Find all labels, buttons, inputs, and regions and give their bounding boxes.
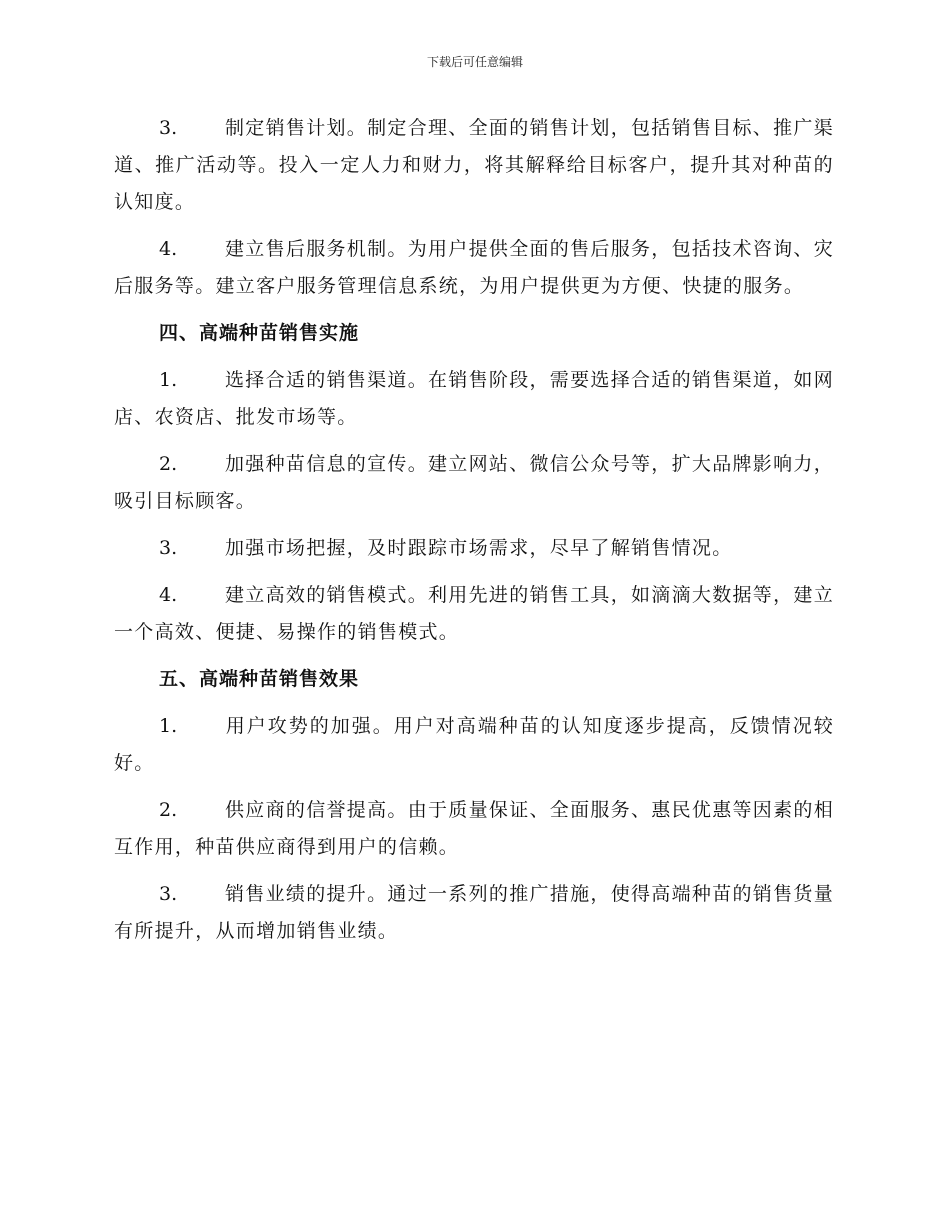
item-text: 建立售后服务机制。为用户提供全面的售后服务，包括技术咨询、灾后服务等。建立客户服务管理信息系统，为用户提供更为方便、快捷的服务。 bbox=[114, 238, 835, 297]
list-item bbox=[114, 577, 834, 651]
item-number: 4. bbox=[159, 238, 178, 260]
item-text: 加强种苗信息的宣传。建立网站、微信公众号等，扩大品牌影响力，吸引目标顾客。 bbox=[114, 453, 835, 512]
item-number: 1. bbox=[159, 715, 178, 737]
list-item bbox=[114, 876, 834, 950]
list-item bbox=[114, 446, 834, 520]
page-header: 下载后可任意编辑 bbox=[426, 55, 523, 69]
list-item bbox=[114, 530, 834, 567]
item-text: 供应商的信誉提高。由于质量保证、全面服务、惠民优惠等因素的相互作用，种苗供应商得到用户的信赖。 bbox=[114, 799, 835, 858]
item-number: 2. bbox=[159, 799, 178, 821]
document-body bbox=[114, 110, 834, 960]
item-number: 4. bbox=[159, 584, 178, 606]
section-heading: 四、高端种苗销售实施 bbox=[159, 322, 360, 344]
item-number: 1. bbox=[159, 369, 178, 391]
item-text: 销售业绩的提升。通过一系列的推广措施，使得高端种苗的销售货量有所提升，从而增加销售业绩。 bbox=[114, 883, 835, 942]
item-text: 用户攻势的加强。用户对高端种苗的认知度逐步提高，反馈情况较好。 bbox=[114, 715, 834, 774]
item-number: 2. bbox=[159, 453, 178, 475]
list-item bbox=[114, 792, 834, 866]
item-text: 加强市场把握，及时跟踪市场需求，尽早了解销售情况。 bbox=[225, 537, 733, 559]
list-item bbox=[114, 708, 834, 782]
list-item bbox=[114, 110, 834, 221]
item-text: 建立高效的销售模式。利用先进的销售工具，如滴滴大数据等，建立一个高效、便捷、易操作的销售模式。 bbox=[114, 584, 835, 643]
item-text: 选择合适的销售渠道。在销售阶段，需要选择合适的销售渠道，如网店、农资店、批发市场等。 bbox=[114, 369, 835, 428]
section-heading: 五、高端种苗销售效果 bbox=[159, 668, 360, 690]
item-text: 制定销售计划。制定合理、全面的销售计划，包括销售目标、推广渠道、推广活动等。投入一定人力和财力，将其解释给目标客户，提升其对种苗的认知度。 bbox=[114, 117, 835, 213]
item-number: 3. bbox=[159, 117, 178, 139]
list-item bbox=[114, 362, 834, 436]
list-item bbox=[114, 231, 834, 305]
item-number: 3. bbox=[159, 537, 178, 559]
item-number: 3. bbox=[159, 883, 178, 905]
